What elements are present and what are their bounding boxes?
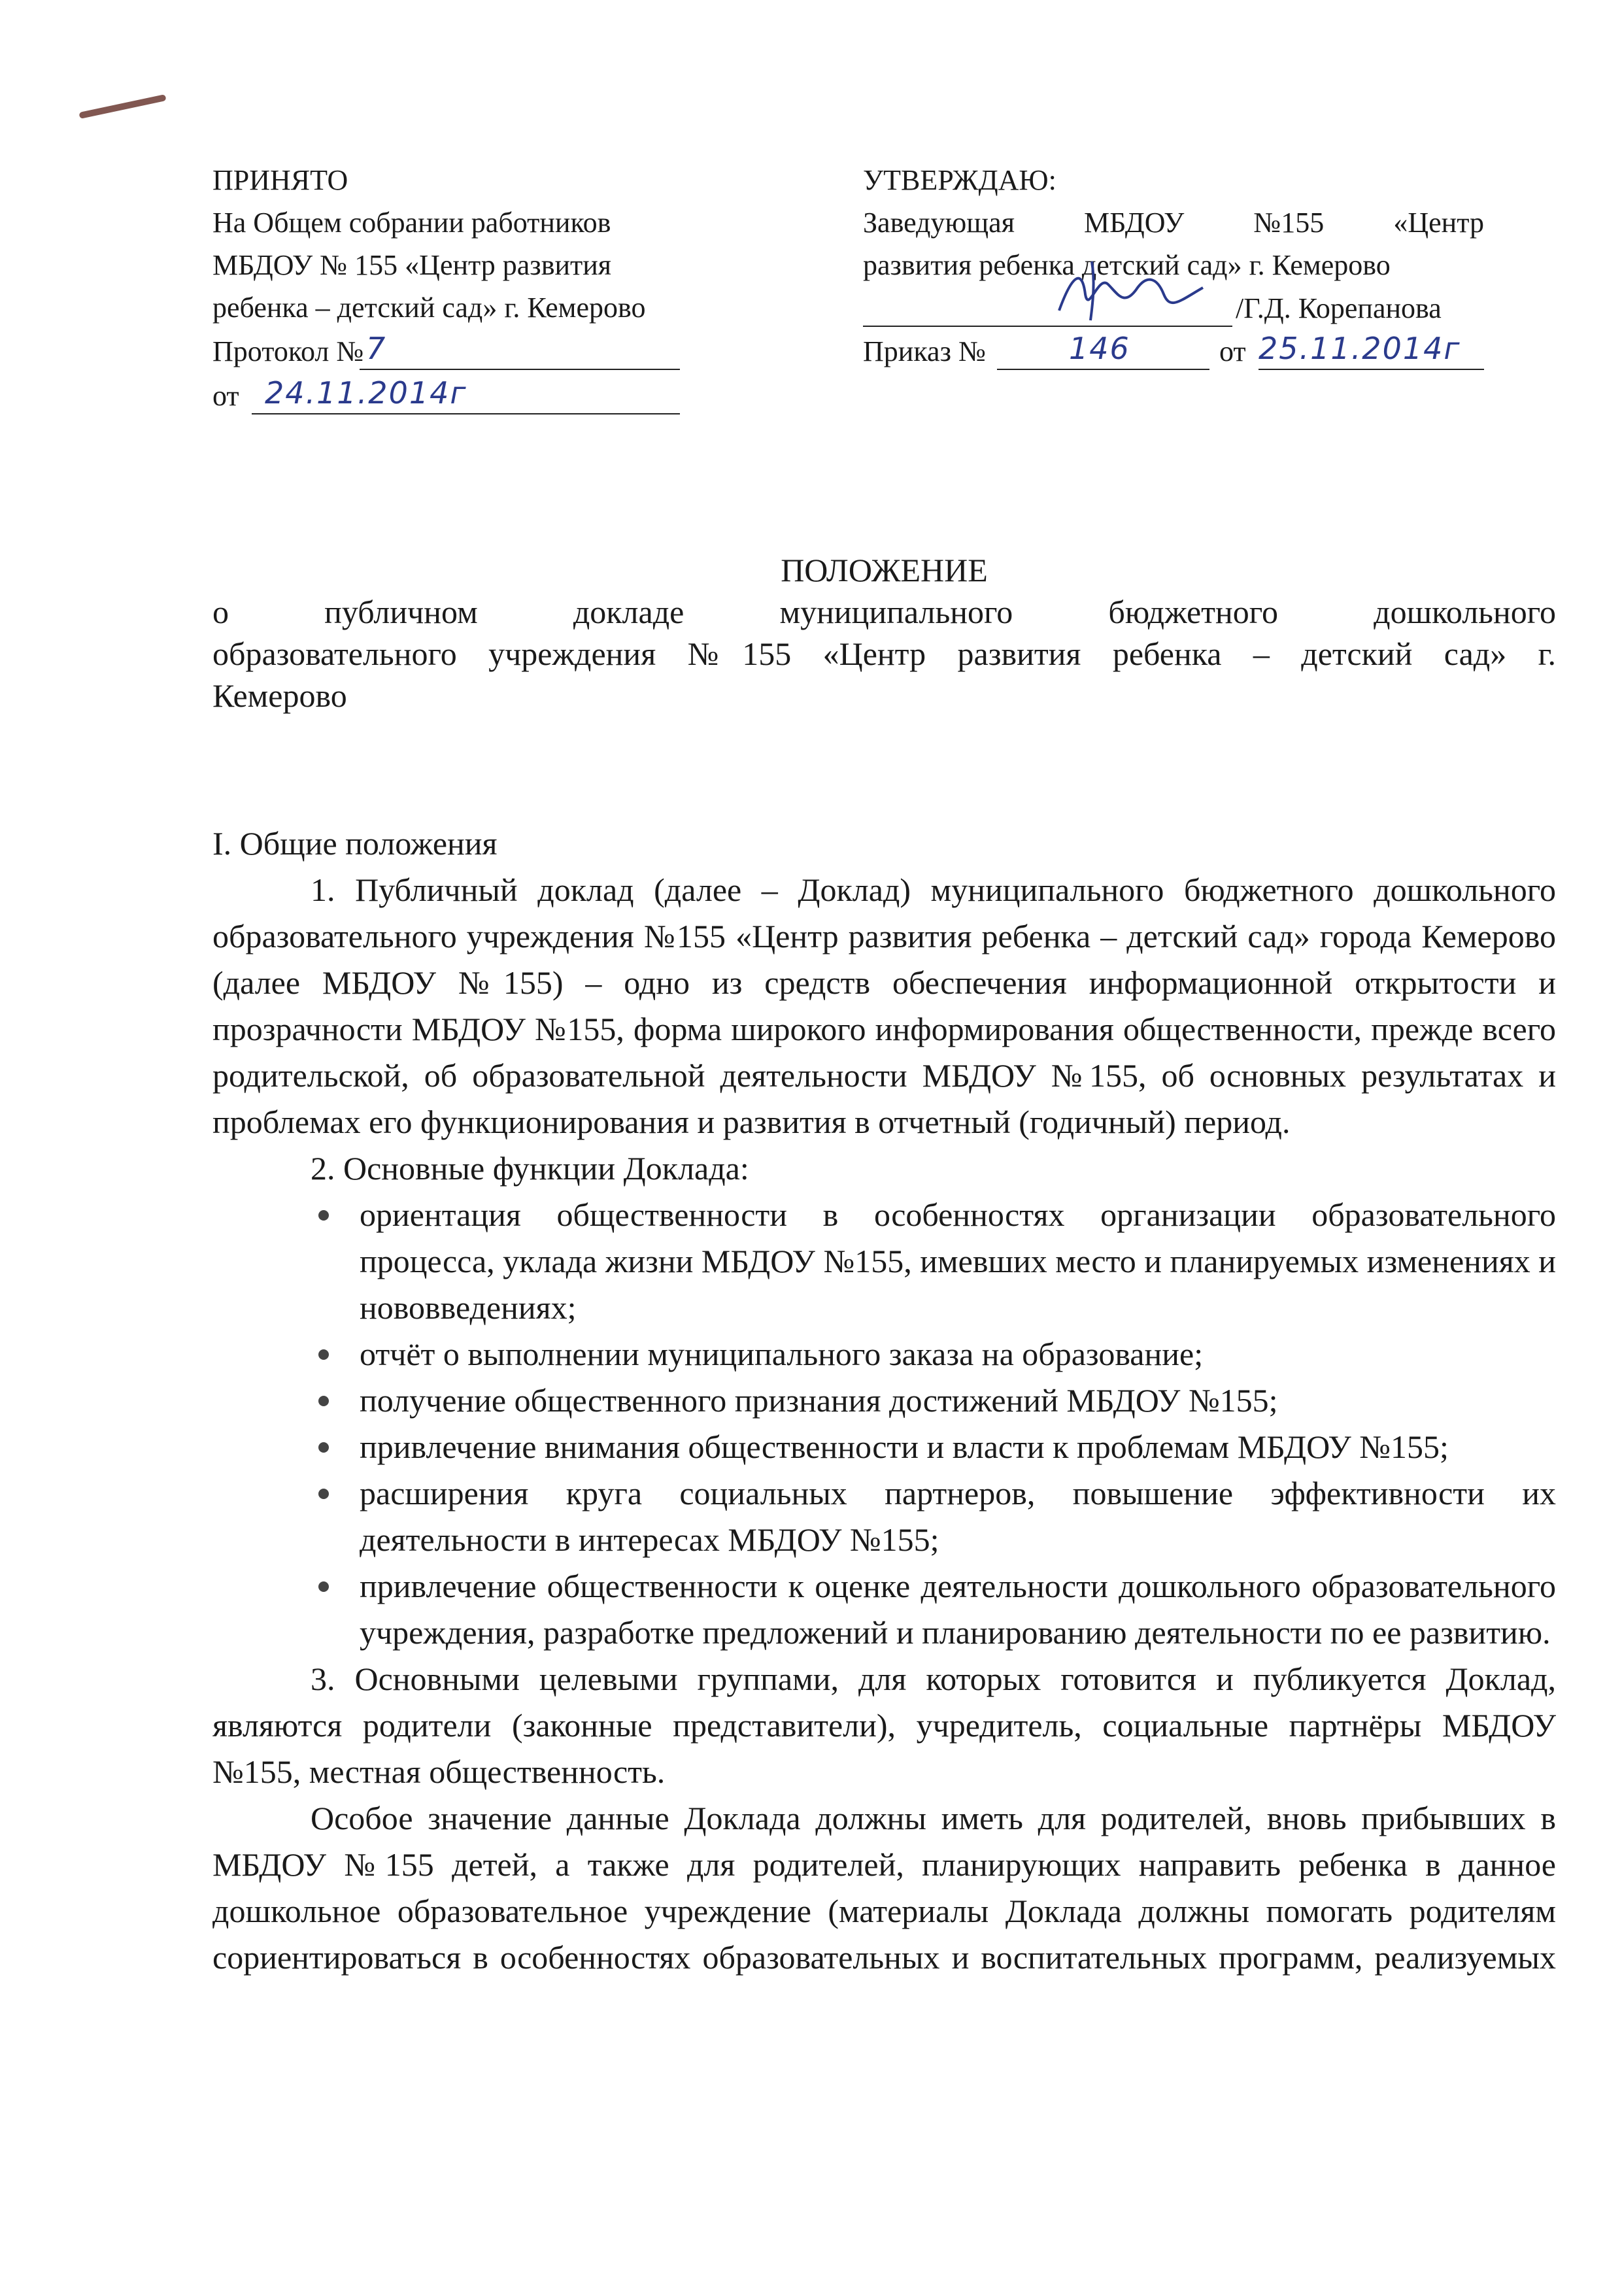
subtitle-word: дошкольного (1374, 594, 1556, 630)
order-date-label: от (1219, 335, 1246, 367)
list-item: ориентация общественности в особенностях организации образовательного процесса, уклада жизни МБДОУ №155, имевших место и планируемых изменениях и нововведениях; (212, 1192, 1556, 1331)
accepted-line-3: ребенка – детский сад» г. Кемерово (212, 292, 646, 324)
signature-handwritten (1046, 248, 1216, 333)
subtitle-word: публичном (324, 594, 478, 630)
approved-heading: УТВЕРЖДАЮ: (863, 164, 1056, 196)
accepted-block (212, 163, 683, 438)
signer-name: /Г.Д. Корепанова (1236, 292, 1442, 324)
accepted-line-2: МБДОУ № 155 «Центр развития (212, 249, 612, 281)
approved-word: МБДОУ (1084, 207, 1185, 239)
order-field (997, 331, 1209, 370)
accepted-line-1: На Общем собрании работников (212, 207, 611, 239)
document-body (212, 820, 1556, 1981)
approved-line-2: развития ребенка детский сад» г. Кемерово (863, 249, 1391, 281)
protocol-field (360, 331, 680, 370)
document-title-block (212, 549, 1556, 717)
functions-list (212, 1192, 1556, 1656)
subtitle-word: муниципального (779, 594, 1013, 630)
document-title: ПОЛОЖЕНИЕ (781, 552, 988, 588)
list-item: отчёт о выполнении муниципального заказа на образование; (212, 1331, 1556, 1377)
date-label: от (212, 380, 239, 412)
order-label: Приказ № (863, 335, 986, 367)
protocol-label: Протокол № (212, 335, 364, 367)
date-handwritten: 24.11.2014г (265, 375, 467, 411)
document-subtitle-line-1 (212, 591, 1556, 633)
approved-word: «Центр (1393, 207, 1484, 239)
paragraph-3: 3. Основными целевыми группами, для которых готовится и публикуется Доклад, являются родители (законные представители), учредитель, социальные партнёры МБДОУ №155, местная общественность. (212, 1661, 1556, 1790)
list-item: расширения круга социальных партнеров, повышение эффективности их деятельности в интересах МБДОУ №155; (212, 1470, 1556, 1563)
document-subtitle-line-2: образовательного учреждения №155 «Центр развития ребенка – детский сад» г. (212, 635, 1556, 672)
section-heading: I. Общие положения (212, 825, 498, 862)
approved-word: Заведующая (863, 207, 1015, 239)
approved-word: №155 (1253, 207, 1325, 239)
pen-mark (78, 94, 166, 119)
document-subtitle-line-3: Кемерово (212, 677, 347, 714)
accepted-heading: ПРИНЯТО (212, 164, 348, 196)
subtitle-word: докладе (573, 594, 684, 630)
order-number-handwritten: 146 (1069, 331, 1130, 366)
date-field (252, 375, 680, 414)
subtitle-word: о (212, 594, 229, 630)
order-date-field (1259, 331, 1484, 370)
paragraph-2: 2. Основные функции Доклада: (311, 1150, 749, 1187)
paragraph-1: 1. Публичный доклад (далее – Доклад) муниципального бюджетного дошкольного образовательного учреждения №155 «Центр развития ребенка – детский сад» города Кемерово (далее МБДОУ №155) – одно из средств обеспечения информационной открытости и прозрачности МБДОУ №155, форма широкого информирования общественности, прежде всего родительской, об образовательной деятельности МБДОУ №155, об основных результатах и проблемах его функционирования и развития в отчетный (годичный) период. (212, 871, 1556, 1140)
approved-line-1 (863, 206, 1484, 239)
paragraph-4: Особое значение данные Доклада должны иметь для родителей, вновь прибывших в МБДОУ №155 детей, а также для родителей, планирующих направить ребенка в данное дошкольное образовательное учреждение (материалы Доклада должны помогать родителям сориентироваться в особенностях образовательных и воспитательных программ, реализуемых (212, 1800, 1556, 1976)
approved-block (863, 163, 1484, 438)
list-item: получение общественного признания достижений МБДОУ №155; (212, 1377, 1556, 1424)
order-date-handwritten: 25.11.2014г (1259, 331, 1461, 366)
protocol-number-handwritten: 7 (366, 331, 387, 366)
subtitle-word: бюджетного (1108, 594, 1279, 630)
list-item: привлечение общественности к оценке деятельности дошкольного образовательного учреждения, разработке предложений и планированию деятельности по ее развитию. (212, 1563, 1556, 1656)
list-item: привлечение внимания общественности и власти к проблемам МБДОУ №155; (212, 1424, 1556, 1470)
